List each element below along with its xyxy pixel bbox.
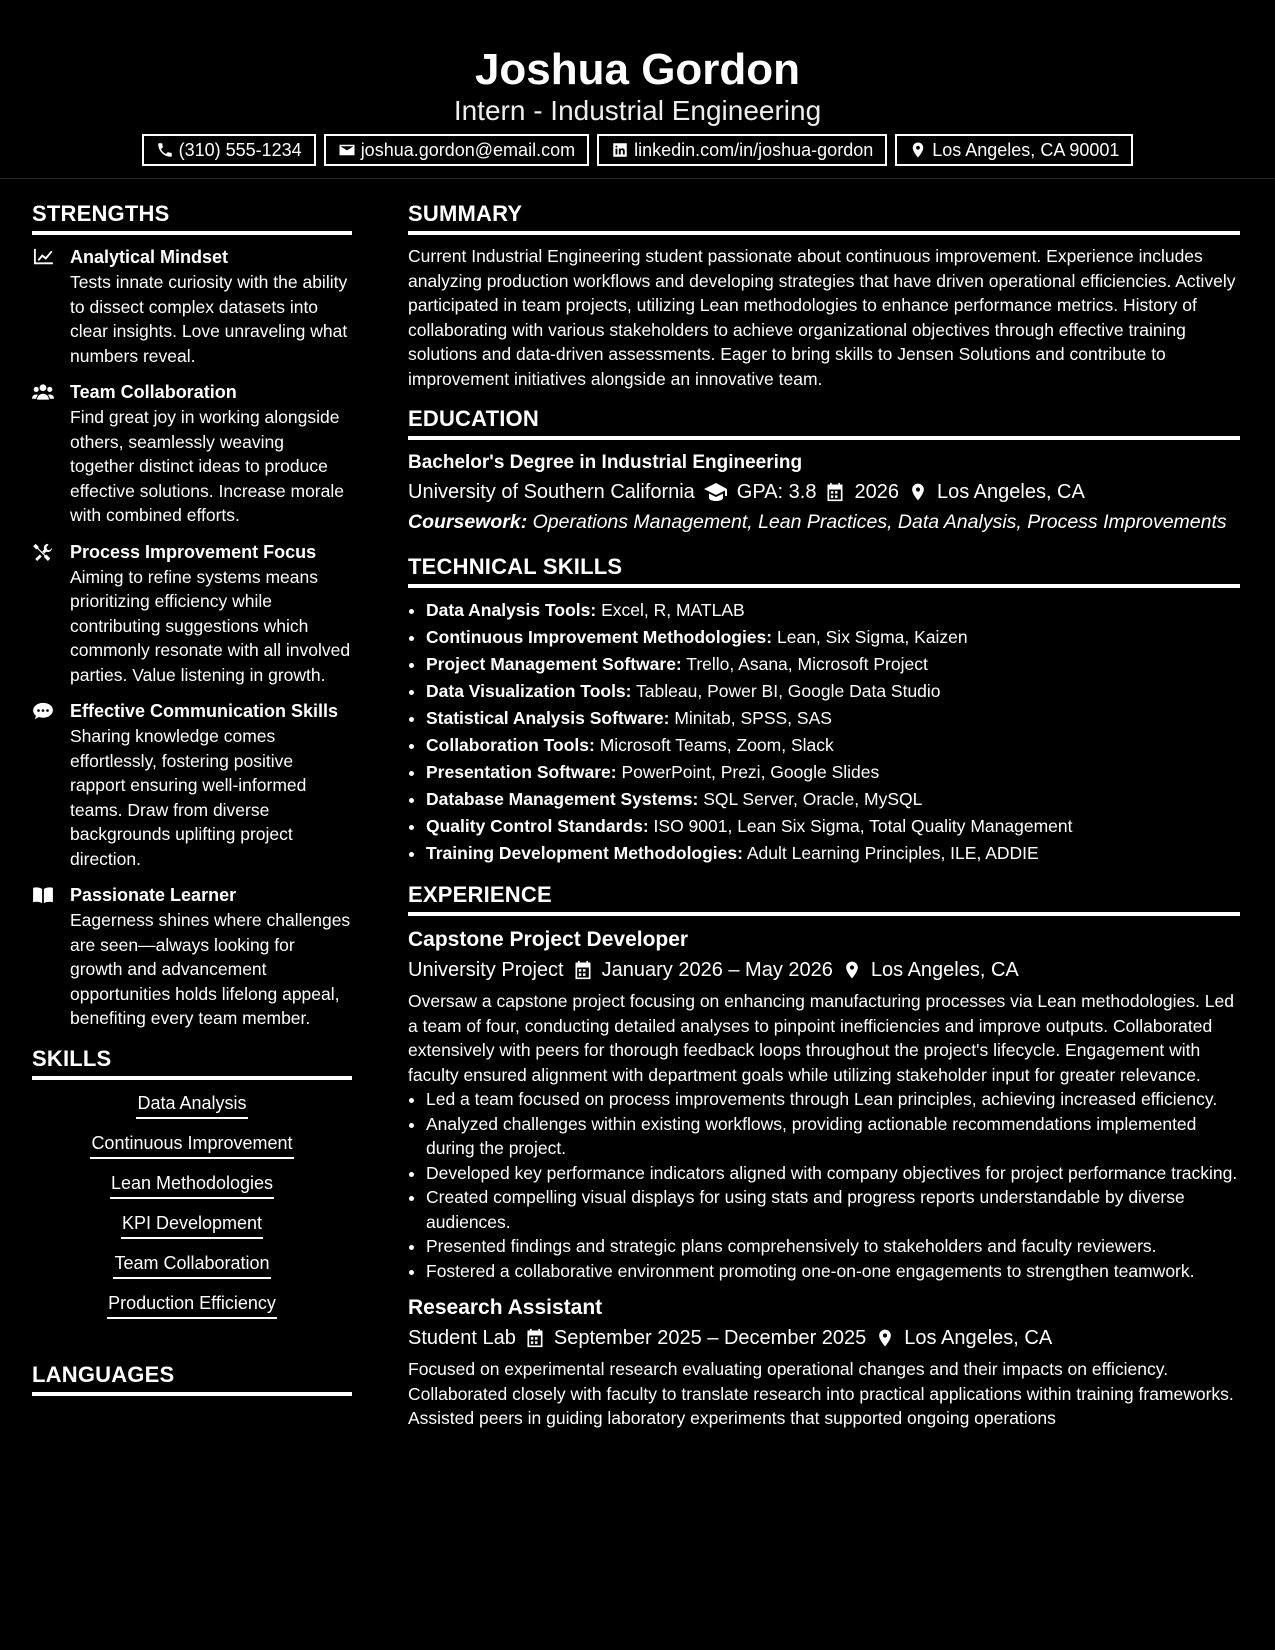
summary-text: Current Industrial Engineering student passionate about continuous improvement. Experience includes analyzing production workflows and developing strategies that have driven operational efficiencies. Actively participated in team projects, utilizing Lean methodologies to enhance performance metrics. History of collaborating with various stakeholders to achieve organizational objectives through effective training solutions and data-driven assessments. Eager to bring skills to Jensen Solutions and contribute to improvement initiatives alongside an innovative team. bbox=[408, 246, 1236, 389]
contact-location[interactable] bbox=[895, 134, 1133, 166]
strength-desc: Aiming to refine systems means prioritizing efficiency while contributing suggestions which commonly resonate with all involved parties. Value listening in growth. bbox=[70, 566, 351, 685]
skill-list bbox=[32, 1089, 352, 1319]
job-title: Capstone Project Developer bbox=[408, 928, 689, 951]
coursework-list: Operations Management, Lean Practices, Data Analysis, Process Improvements bbox=[532, 511, 1227, 533]
list-item: • Database Management Systems: SQL Server, Oracle, MySQL bbox=[426, 786, 1240, 813]
contact-linkedin[interactable] bbox=[597, 134, 887, 166]
strength-item bbox=[32, 698, 352, 871]
strength-desc: Eagerness shines where challenges are seen—always looking for growth and advancement opportunities holds lifelong appeal, benefiting every team member. bbox=[70, 910, 351, 1028]
skill-tag: Lean Methodologies bbox=[110, 1169, 274, 1199]
contact-location-text: Los Angeles, CA 90001 bbox=[932, 139, 1120, 160]
contact-bar bbox=[0, 134, 1275, 166]
job-dates: September 2025 – December 2025 bbox=[553, 1327, 867, 1349]
summary-heading: SUMMARY bbox=[408, 200, 1240, 235]
list-item: • Developed key performance indicators aligned with company objectives for project performance tracking. bbox=[426, 1161, 1240, 1186]
technical-skills-heading: TECHNICAL SKILLS bbox=[408, 553, 1240, 588]
strength-desc: Find great joy in working alongside others, seamlessly weaving together distinct ideas to produce effective solutions. Increase morale with combined efforts. bbox=[70, 407, 344, 525]
coursework-label: Coursework: bbox=[408, 511, 528, 533]
technical-skills-list bbox=[408, 597, 1240, 867]
strength-name: Team Collaboration bbox=[70, 382, 237, 402]
list-item: • Led a team focused on process improvements through Lean principles, achieving increased efficiency. bbox=[426, 1087, 1240, 1112]
job-entry bbox=[408, 925, 1240, 1283]
strength-desc: Tests innate curiosity with the ability to dissect complex datasets into clear insights. Love unraveling what numbers reveal. bbox=[70, 272, 348, 366]
location-pin-icon bbox=[875, 1328, 895, 1348]
job-description: Focused on experimental research evaluating operational changes and their impacts on efficiency. Collaborated closely with faculty to translate research into practical applications within training frameworks. Assisted peers in guiding laboratory experiments that supported ongoing operations bbox=[408, 1359, 1234, 1428]
contact-phone-text: (310) 555-1234 bbox=[178, 139, 302, 160]
degree-name: Bachelor's Degree in Industrial Engineering bbox=[408, 452, 803, 473]
languages-section bbox=[32, 1361, 352, 1396]
list-item: • Quality Control Standards: ISO 9001, Lean Six Sigma, Total Quality Management bbox=[426, 813, 1240, 840]
skill-tag: Continuous Improvement bbox=[90, 1129, 293, 1159]
calendar-icon bbox=[525, 1328, 545, 1348]
strength-name: Passionate Learner bbox=[70, 885, 237, 905]
list-item: • Training Development Methodologies: Adult Learning Principles, ILE, ADDIE bbox=[426, 840, 1240, 867]
strength-name: Effective Communication Skills bbox=[70, 701, 339, 721]
job-org: University Project bbox=[408, 959, 564, 981]
right-column bbox=[408, 200, 1240, 1431]
strength-item bbox=[32, 379, 352, 528]
strengths-heading: STRENGTHS bbox=[32, 200, 352, 235]
tools-icon bbox=[32, 543, 54, 561]
experience-heading: EXPERIENCE bbox=[408, 881, 1240, 916]
job-title: Research Assistant bbox=[408, 1296, 603, 1319]
linkedin-icon bbox=[611, 141, 629, 159]
strength-name: Analytical Mindset bbox=[70, 247, 229, 267]
contact-phone[interactable] bbox=[142, 134, 316, 166]
location-pin-icon bbox=[842, 960, 862, 980]
school-name: University of Southern California bbox=[408, 481, 695, 503]
candidate-name: Joshua Gordon bbox=[474, 45, 801, 94]
languages-heading: LANGUAGES bbox=[32, 1361, 352, 1396]
strength-item bbox=[32, 539, 352, 688]
phone-icon bbox=[156, 141, 174, 159]
chart-line-icon bbox=[32, 248, 54, 266]
contact-email-text: joshua.gordon@email.com bbox=[360, 139, 576, 160]
location-pin-icon bbox=[909, 141, 927, 159]
users-icon bbox=[32, 383, 54, 401]
contact-linkedin-text: linkedin.com/in/joshua-gordon bbox=[634, 139, 874, 160]
gpa: GPA: 3.8 bbox=[736, 481, 817, 503]
job-meta bbox=[408, 955, 1240, 985]
skills-heading: SKILLS bbox=[32, 1045, 352, 1080]
education-heading: EDUCATION bbox=[408, 405, 1240, 440]
left-column bbox=[32, 200, 352, 1405]
job-bullets bbox=[408, 1087, 1240, 1283]
list-item: • Created compelling visual displays for using stats and progress reports understandable by diverse audiences. bbox=[426, 1185, 1240, 1234]
list-item: • Analyzed challenges within existing workflows, providing actionable recommendations implemented during the project. bbox=[426, 1112, 1240, 1161]
list-item: • Data Analysis Tools: Excel, R, MATLAB bbox=[426, 597, 1240, 624]
graduation-year: 2026 bbox=[854, 481, 899, 503]
skills-section bbox=[32, 1045, 352, 1319]
contact-email[interactable] bbox=[324, 134, 589, 166]
strength-desc: Sharing knowledge comes effortlessly, fostering positive rapport ensuring well-informed teams. Draw from diverse backgrounds uplifting project direction. bbox=[70, 726, 307, 869]
education-meta bbox=[408, 477, 1240, 507]
list-item: • Presentation Software: PowerPoint, Prezi, Google Slides bbox=[426, 759, 1240, 786]
book-open-icon bbox=[32, 886, 54, 904]
skill-tag: Data Analysis bbox=[136, 1089, 247, 1119]
location-pin-icon bbox=[908, 482, 928, 502]
job-org: Student Lab bbox=[408, 1327, 516, 1349]
strength-item bbox=[32, 244, 352, 368]
skill-tag: Team Collaboration bbox=[113, 1249, 270, 1279]
candidate-title: Intern - Industrial Engineering bbox=[453, 95, 822, 126]
list-item: • Statistical Analysis Software: Minitab, SPSS, SAS bbox=[426, 705, 1240, 732]
graduation-cap-icon bbox=[704, 482, 728, 502]
job-entry bbox=[408, 1293, 1240, 1431]
strength-item bbox=[32, 882, 352, 1031]
list-item: • Collaboration Tools: Microsoft Teams, Zoom, Slack bbox=[426, 732, 1240, 759]
list-item: • Continuous Improvement Methodologies: Lean, Six Sigma, Kaizen bbox=[426, 624, 1240, 651]
list-item: • Presented findings and strategic plans comprehensively to stakeholders and faculty reviewers. bbox=[426, 1234, 1240, 1259]
job-description: Oversaw a capstone project focusing on enhancing manufacturing processes via Lean methodologies. Led a team of four, conducting detailed analyses to pinpoint inefficiencies and improve outputs. Collaborated extensively with peers for thorough feedback loops throughout the project's lifecycle. Engagement with faculty ensured alignment with department goals while utilizing stakeholder input for greater relevance. bbox=[408, 991, 1234, 1085]
list-item: • Data Visualization Tools: Tableau, Power BI, Google Data Studio bbox=[426, 678, 1240, 705]
skill-tag: Production Efficiency bbox=[107, 1289, 277, 1319]
calendar-icon bbox=[825, 482, 845, 502]
speech-bubble-icon bbox=[32, 702, 54, 720]
education-location: Los Angeles, CA bbox=[936, 481, 1085, 503]
coursework bbox=[408, 510, 1240, 535]
job-dates: January 2026 – May 2026 bbox=[601, 959, 833, 981]
envelope-icon bbox=[338, 141, 356, 159]
job-location: Los Angeles, CA bbox=[870, 959, 1019, 981]
job-location: Los Angeles, CA bbox=[904, 1327, 1053, 1349]
list-item: • Fostered a collaborative environment promoting one-on-one engagements to strengthen teamwork. bbox=[426, 1259, 1240, 1284]
skill-tag: KPI Development bbox=[121, 1209, 263, 1239]
strength-name: Process Improvement Focus bbox=[70, 541, 317, 562]
resume-header bbox=[0, 0, 1275, 179]
list-item: • Project Management Software: Trello, Asana, Microsoft Project bbox=[426, 651, 1240, 678]
job-meta bbox=[408, 1323, 1240, 1353]
calendar-icon bbox=[573, 960, 593, 980]
